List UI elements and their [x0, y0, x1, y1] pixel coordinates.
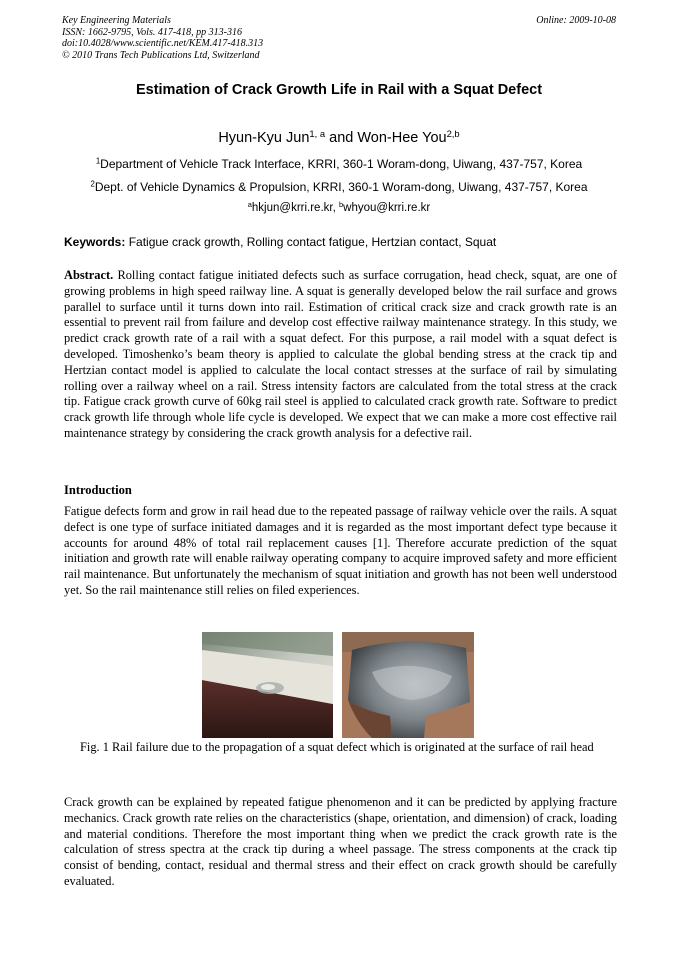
keywords-label: Keywords: — [64, 235, 126, 249]
abstract-label: Abstract. — [64, 268, 114, 282]
rail-head-fracture-graphic — [342, 632, 474, 738]
affiliation-2 — [0, 180, 678, 194]
introduction-heading: Introduction — [64, 483, 132, 497]
journal-header — [62, 15, 263, 61]
journal-copyright: © 2010 Trans Tech Publications Ltd, Switzerland — [62, 49, 260, 61]
affiliation-2-text: Dept. of Vehicle Dynamics & Propulsion, KRRI, 360-1 Woram-dong, Uiwang, 437-757, Korea — [94, 180, 588, 194]
keywords — [64, 235, 620, 249]
introduction-paragraph-1: Fatigue defects form and grow in rail head due to the repeated passage of railway vehicle over the rails. A squat defect is one type of surface initiated damages and it is regarded as the most important defect type because it accounts for around 48% of total rail replacement causes [1]. Therefore accurate prediction of the squat initiation and growth rate will enable railway operating company to acquire improved safety and more efficient rail maintenance. But unfortunately the mechanism of squat initiation and growth has not been well understood yet. So the rail maintenance still relies on filed experiences. — [64, 504, 617, 597]
figure-rail-surface-photo — [202, 632, 333, 738]
author-2-sup: 2,b — [446, 127, 460, 139]
email-b[interactable]: whyou@krri.re.kr — [343, 202, 431, 214]
introduction-paragraph-2: Crack growth can be explained by repeated fatigue phenomenon and it can be predicted by applying fracture mechanics. Crack growth rate relies on the characteristics (shape, orientation, and dimension) of crack, loading and material conditions. Therefore the most important thing when we predict the crack growth rate is the calculation of stress spectra at the crack tip during a wheel passage. The stress components at the crack tip consist of bending, contact, residual and thermal stress and their effect on crack growth should be carefully evaluated. — [64, 795, 617, 888]
affiliation-1-text: Department of Vehicle Track Interface, KRRI, 360-1 Woram-dong, Uiwang, 437-757, Korea — [100, 157, 583, 171]
rail-surface-photo-graphic — [202, 632, 333, 738]
author-1-sup: 1, a — [309, 127, 326, 139]
email-b-sup: b — [339, 199, 344, 209]
abstract — [64, 268, 617, 442]
author-line — [0, 127, 678, 146]
journal-doi: doi:10.4028/www.scientific.net/KEM.417-418.313 — [62, 38, 264, 49]
keywords-text: Fatigue crack growth, Rolling contact fatigue, Hertzian contact, Squat — [125, 235, 497, 249]
affiliation-1-sup: 1 — [95, 156, 101, 166]
figure-1-caption: Fig. 1 Rail failure due to the propagation of a squat defect which is originated at the surface of rail head — [80, 740, 594, 754]
affiliation-2-sup: 2 — [90, 179, 95, 189]
author-2: Won-Hee You — [357, 130, 447, 146]
email-a[interactable]: hkjun@krri.re.kr — [251, 202, 333, 214]
figure-rail-head-fracture-photo — [342, 632, 474, 738]
email-line — [0, 199, 678, 214]
email-a-sup: a — [247, 199, 252, 209]
paper-title: Estimation of Crack Growth Life in Rail with a Squat Defect — [135, 82, 543, 98]
journal-name: Key Engineering Materials — [62, 15, 171, 26]
journal-issn: ISSN: 1662-9795, Vols. 417-418, pp 313-316 — [62, 26, 242, 38]
author-1: Hyun-Kyu Jun — [218, 130, 310, 146]
abstract-text: Rolling contact fatigue initiated defects such as surface corrugation, head check, squat, are one of growing problems in high speed railway line. A squat is generally developed below the rail surface and grows parallel to surface until it turns down into rail. Estimation of critical crack size and crack growth rate is an essential to prevent rail from failure and develop cost effective railway maintenance strategy. In this study, we predict crack growth rate of a rail with a squat defect. For this purpose, a rail model with a squat defect is developed. Timoshenko’s beam theory is applied to calculate the global bending stress at the crack tip and Hertzian contact model is applied to calculate the local contact stresses at the surface of rail by simulating rolling over a railway wheel on a rail. Stress intensity factors are calculated from the total stress at the crack tip. Fatigue crack growth curve of 60kg rail steel is applied to calculated crack growth rate. Software to predict crack growth life through whole life cycle is developed. We expect that we can make a more cost effective rail maintenance strategy by considering the crack growth analysis for a defective rail. — [64, 268, 617, 440]
email-separator: , — [332, 202, 339, 214]
online-date: Online: 2009-10-08 — [536, 15, 616, 26]
author-conjunction: and — [325, 130, 358, 146]
affiliation-1 — [0, 157, 678, 171]
